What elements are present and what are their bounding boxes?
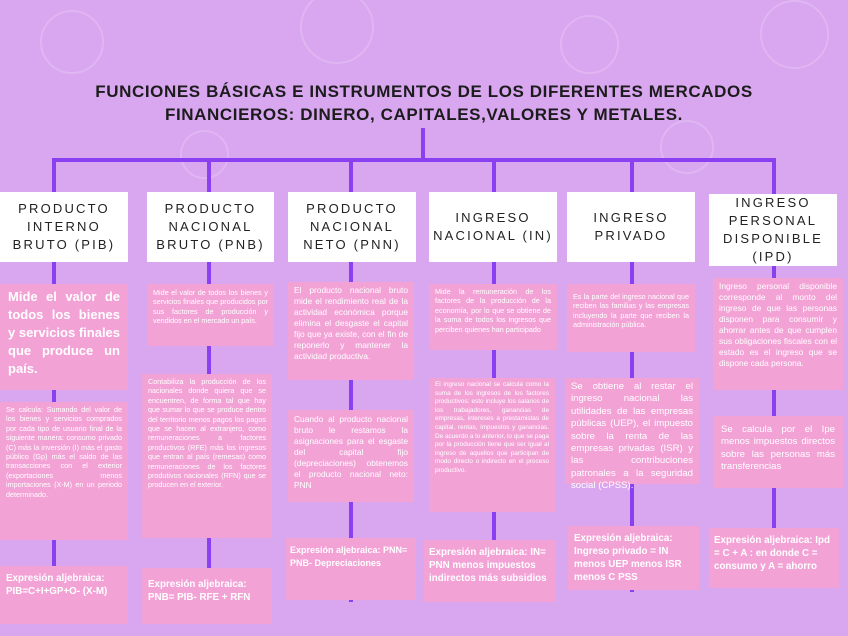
pnn-definition-box: El producto nacional bruto mide el rendimiento real de la actividad económica porque elimina el desgaste el capital fijo que ya existe, con el fin de reponerlo y mantener la actividad productiva. (288, 282, 414, 380)
ipd-expression-box: Expresión aljebraica: Ipd = C + A : en donde C = consumo y A = ahorro (709, 528, 839, 588)
background-flower-decoration (660, 120, 714, 174)
connector-drop-3 (349, 158, 353, 192)
connector-trunk (421, 128, 425, 160)
background-flower-decoration (760, 0, 829, 69)
pnb-definition-box: Mide el valor de todos los bienes y servicios finales que producidos por sus factores de producción y vendidos en el mercado un país. (147, 284, 274, 346)
connector-drop-6 (772, 158, 776, 194)
heading-in: INGRESO NACIONAL (IN) (429, 192, 557, 262)
title-line-1: FUNCIONES BÁSICAS E INSTRUMENTOS DE LOS DIFERENTES MERCADOS (95, 82, 753, 101)
pnn-detail-box: Cuando al producto nacional bruto le restamos la asignaciones para el esgaste del capital fijo (depreciaciones) obtenemos el producto nacional neto: PNN (288, 410, 414, 502)
in-detail-box: El ingreso nacional se calcula como la suma de los ingresos de los factores productivos: esto incluye los salarios de los trabajadores, ganancias de empresas, intereses a prestamistas de capital, rentas, impuestos y ganancias. De acuerdo a lo anterior, lo que se paga por la producción tiene que ser igual al ingreso de aquellos que participan de modo directo o indirecto en el proceso productivo. (429, 378, 555, 512)
heading-ingreso-privado: INGRESO PRIVADO (567, 192, 695, 262)
background-flower-decoration (300, 0, 374, 64)
pib-definition-box: Mide el valor de todos los bienes y servicios finales que produce un país. (0, 284, 128, 390)
title-line-2: FINANCIEROS: DINERO, CAPITALES,VALORES Y METALES. (164, 105, 684, 124)
pnb-detail-box: Contabiliza la producción de los nacionales donde quiera que se encuentren, de forma tal que hay que sumar lo que se produce dentro del territorio menos pagos los pagos que se hacen al extranjero, como remuneraciones a factores productivos (RFE) más los ingresos que entran al país (remesas) como remuneraciones de los factores produtivos nacionales (RFN) que se producen en el exterior. (142, 374, 272, 538)
ingreso-privado-definition-box: Es la parte del ingreso nacional que reciben las familias y las empresas incluyendo la parte que reciben la administración pública. (567, 284, 695, 352)
ipd-detail-box: Se calcula por el Ipe menos impuestos directos sobre las personas más transferencias (713, 416, 843, 488)
pnb-expression-box: Expresión aljebraica: PNB= PIB- RFE + RFN (142, 568, 272, 624)
background-flower-decoration (180, 130, 229, 179)
background-flower-decoration (560, 15, 619, 74)
diagram-title (20, 80, 828, 126)
pib-detail-box: Se calcula: Sumando del valor de los bienes y servicios comprados por cada tipo de usuario final de la siguiente manera: consumo privado (C) más la inversión (I) más el gasto público (Gp) más el saldo de las transacciones con el exterior (exportaciones menos importaciones (X-M) en un periodo determinado. (0, 402, 128, 540)
connector-horizontal-bar (52, 158, 774, 162)
heading-pnn: PRODUCTO NACIONAL NETO (PNN) (288, 192, 416, 262)
ipd-definition-box: Ingreso personal disponible corresponde al monto del ingreso de que las personas disponen para consumir y ahorrar antes de que cumplen sus obligaciones fiscales con el estado es el ingreso que se dispone cada persona. (713, 278, 843, 390)
in-definition-box: Mide la remuneración de los factores de la producción de la economía, por lo que se obtiene de la suma de todos los ingresos que perciben quienes han participado (429, 284, 557, 350)
background-flower-decoration (40, 10, 104, 74)
pib-expression-box: Expresión aljebraica: PIB=C+I+GP+O- (X-M) (0, 566, 128, 624)
heading-pnb: PRODUCTO NACIONAL BRUTO (PNB) (147, 192, 274, 262)
ingreso-privado-detail-box: Se obtiene al restar el ingreso nacional las utilidades de las empresas públicas (UEP), el impuesto sobre la renta de las empresas privadas (ISR) y las contribuciones patronales a la seguridad social (CPSS). (565, 378, 699, 484)
connector-drop-4 (492, 158, 496, 192)
pnn-expression-box: Expresión aljebraica: PNN= PNB- Depreciaciones (286, 538, 416, 600)
connector-drop-2 (207, 158, 211, 192)
heading-pib: PRODUCTO INTERNO BRUTO (PIB) (0, 192, 128, 262)
connector-drop-1 (52, 158, 56, 192)
ingreso-privado-expression-box: Expresión aljebraica: Ingreso privado = IN menos UEP menos ISR menos C PSS (568, 526, 699, 590)
in-expression-box: Expresión aljebraica: IN= PNN menos impuestos indirectos más subsidios (424, 540, 556, 602)
heading-ipd: INGRESO PERSONAL DISPONIBLE (IPD) (709, 194, 837, 266)
connector-drop-5 (630, 158, 634, 192)
